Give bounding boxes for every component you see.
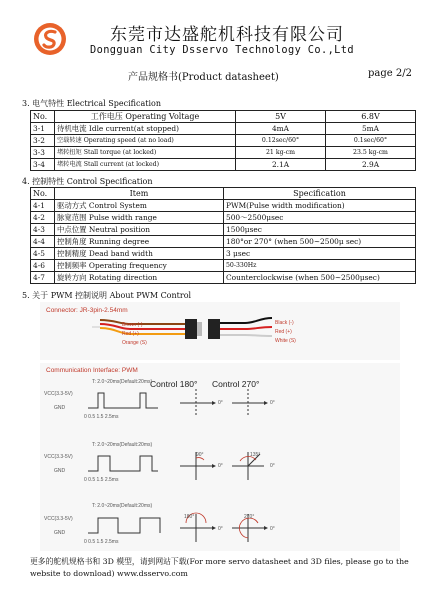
angle-270-row1: 0° [270,400,275,406]
control-180-label: Control 180° [150,379,198,389]
vcc-label-1: VCC(3.3-5V) [44,391,73,397]
control-table [30,187,416,284]
wire-red-right-label: Red (+) [275,329,292,335]
connector-drawing [40,302,400,360]
company-name-cn: 东莞市达盛舵机科技有限公司 [110,25,344,45]
angle-180-row3: 180° [184,514,195,520]
wire-white-label: White (S) [275,338,296,344]
zero-270-row2: 0° [270,463,275,469]
zero-180-row3: 0° [218,526,223,532]
zero-180-row2: 0° [218,463,223,469]
period-label-1: T: 2.0~20ms(Default:20ms) [92,379,153,385]
angle-180-row1: 0° [218,400,223,406]
period-label-3: T: 2.0~20ms(Default:20ms) [92,503,153,509]
dsservo-logo-icon [33,22,67,56]
angle-270-row2: 135° [250,452,261,458]
table-row: 4-6 控制频率 Operating frequency 50-330Hz [31,260,416,272]
vcc-label-2: VCC(3.3-5V) [44,454,73,460]
period-label-2: T: 2.0~20ms(Default:20ms) [92,442,153,448]
table-header-row [31,111,416,123]
angle-180-row2: 90° [196,452,204,458]
gnd-label-3: GND [54,530,66,536]
table-row: 3-4 堵转电流 Stall current (at locked) 2.1A 2.9A [31,159,416,171]
angle-270-row3: 270° [244,514,255,520]
company-name-en: Dongguan City Dsservo Technology Co.,Ltd [90,44,354,56]
ticks-label-2: 0 0.5 1.5 2.5ms [84,477,119,483]
electrical-section-title: 3. 电气特性 Electrical Specification [22,99,161,108]
pwm-section-title: 5. 关于 PWM 控制说明 About PWM Control [22,291,192,300]
gnd-label-1: GND [54,405,66,411]
table-row: 4-4 控制角度 Running degree 180°or 270° (when 500~2500μ sec) [31,236,416,248]
connector-label: Connector: JR-3pin-2.54mm [46,307,128,314]
gnd-label-2: GND [54,468,66,474]
document-type: 产品规格书(Product datasheet) [128,72,279,83]
ticks-label-1: 0 0.5 1.5 2.5ms [84,414,119,420]
wire-red-label: Red (+) [122,331,139,337]
table-row: 4-2 脉宽范围 Pulse width range 500～2500μsec [31,212,416,224]
wire-orange-label: Orange (S) [122,340,147,346]
control-section-title: 4. 控制特性 Control Specification [22,177,153,186]
vcc-label-3: VCC(3.3-5V) [44,516,73,522]
table-row: 4-5 控制精度 Dead band width 3 μsec [31,248,416,260]
control-270-label: Control 270° [212,379,260,389]
table-row: 4-3 中点位置 Neutral position 1500μsec [31,224,416,236]
col-6-8v: 6.8V [326,111,416,123]
table-row: 3-3 堵转扭矩 Stall torque (at locked) 21 kg-cm 23.5 kg-cm [31,147,416,159]
zero-270-row3: 0° [270,526,275,532]
col-5v: 5V [236,111,326,123]
pwm-waveforms [40,363,400,551]
wire-black-label: Black (-) [275,320,294,326]
wire-brown-label: Brown (-) [122,322,143,328]
table-row: 4-1 驱动方式 Control System PWM(Pulse width modification) [31,200,416,212]
ticks-label-3: 0 0.5 1.5 2.5ms [84,539,119,545]
table-header-row: No. Item Specification [31,188,416,200]
col-voltage: 工作电压 Operating Voltage [55,111,236,123]
electrical-table [30,110,416,171]
table-row: 3-1 待机电流 Idle current(at stopped) 4mA 5mA [31,123,416,135]
footer-note: 更多的舵机规格书和 3D 模型，请到网站下载(For more servo datasheet and 3D files, please go to the website to download) www.dsservo.com [30,557,409,578]
table-row: 4-7 旋转方向 Rotating direction Counterclockwise (when 500~2500μsec) [31,272,416,284]
interface-label: Communication Interface: PWM [46,367,138,374]
col-no: No. [31,111,55,123]
page-number: page 2/2 [368,68,412,79]
table-row: 3-2 空载转速 Operating speed (at no load) 0.12sec/60° 0.1sec/60° [31,135,416,147]
